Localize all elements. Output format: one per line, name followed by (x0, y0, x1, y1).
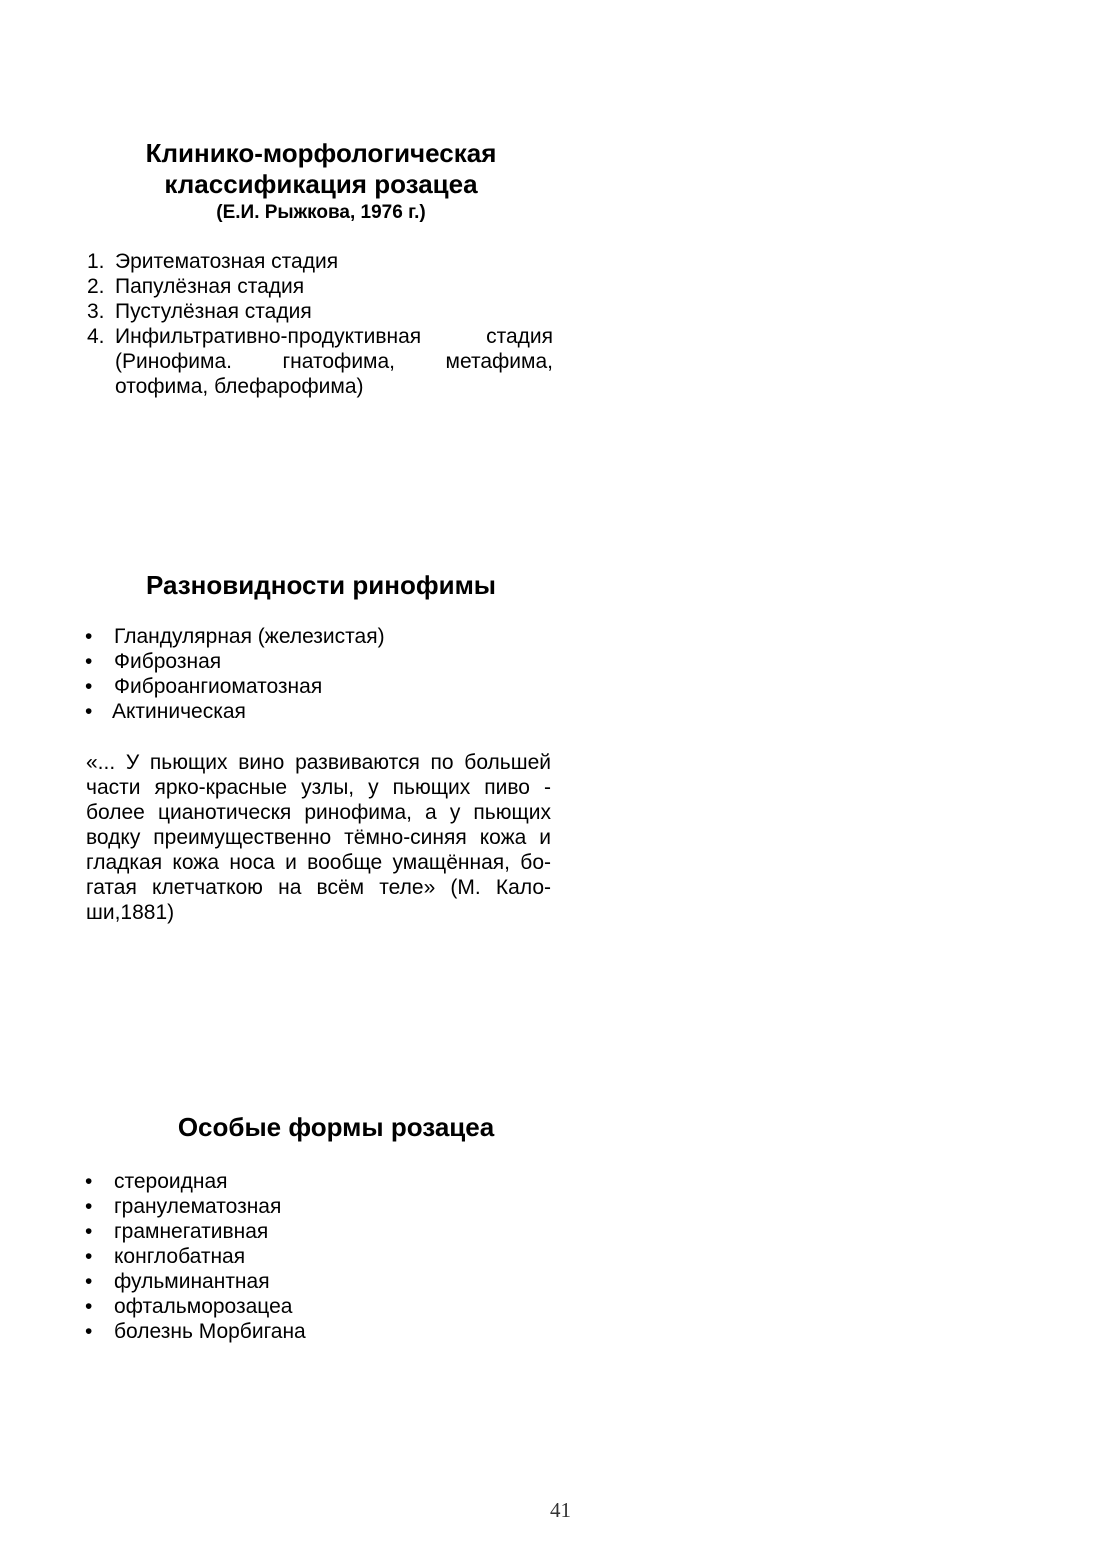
list-item (85, 649, 551, 674)
list-item (85, 1219, 551, 1244)
bullet: • (85, 625, 93, 648)
list-item (85, 1269, 551, 1294)
quote-line: водку преимущественно тёмно-синяя кожа и (86, 826, 551, 849)
list-item-text: офтальморозацеа (114, 1295, 293, 1318)
section-1-title-line-1: Клинико-морфологическая (145, 138, 497, 168)
list-item-text: стероидная (114, 1170, 228, 1193)
bullet: • (85, 1170, 93, 1193)
list-item-text: Актиническая (112, 700, 246, 723)
list-item (85, 1244, 551, 1269)
quote-line: «... У пьющих вино развиваются по большей (86, 751, 551, 774)
bullet: • (85, 1270, 93, 1293)
list-item-text: Гландулярная (железистая) (114, 625, 385, 648)
list-item (85, 699, 551, 724)
quote-line: более цианотическя ринофима, а у пьющих (86, 801, 551, 824)
bullet: • (85, 1220, 93, 1243)
quote-line: части ярко-красные узлы, у пьющих пиво - (86, 776, 551, 799)
list-item (87, 274, 553, 299)
list-item (85, 1294, 551, 1319)
list-item-text: Папулёзная стадия (115, 275, 305, 298)
list-number: 3. (87, 300, 105, 323)
list-item-text: Фиброзная (114, 650, 222, 673)
list-item (85, 1169, 551, 1194)
bullet: • (85, 675, 93, 698)
bullet: • (85, 1295, 93, 1318)
section-1-title-line-2: классификация розацеа (164, 169, 478, 199)
special-forms-list (85, 1169, 551, 1344)
section-2-title: Разновидности ринофимы (145, 570, 497, 600)
list-item-text: болезнь Морбигана (114, 1320, 306, 1343)
list-item-text: Инфильтративно-продуктивная стадия (Ринофима. гнатофима, метафима, отофима, блефарофима) (115, 325, 553, 398)
section-1-subtitle: (Е.И. Рыжкова, 1976 г.) (216, 202, 426, 223)
bullet: • (85, 650, 93, 673)
list-item-text: фульминантная (114, 1270, 270, 1293)
bullet: • (85, 1320, 93, 1343)
list-item (87, 299, 553, 324)
list-item (85, 674, 551, 699)
page-number: 41 (550, 1498, 571, 1522)
list-item (85, 1194, 551, 1219)
bullet: • (85, 1195, 93, 1218)
list-item-text: Эритематозная стадия (115, 250, 339, 273)
list-item (85, 624, 551, 649)
list-number: 2. (87, 275, 105, 298)
list-item-text: конглобатная (114, 1245, 246, 1268)
stage-list (87, 249, 553, 399)
list-item-text: грамнегативная (114, 1220, 269, 1243)
bullet: • (85, 700, 93, 723)
quote-line: гладкая кожа носа и вообще умащённая, бо- (86, 851, 551, 874)
list-number: 1. (87, 250, 105, 273)
quote-line: ши,1881) (86, 901, 175, 924)
quote-line: гатая клетчаткою на всём теле» (М. Кало- (86, 876, 551, 899)
quote-paragraph (86, 750, 551, 925)
section-3-title: Особые формы розацеа (177, 1112, 495, 1142)
rhinophyma-types-list (85, 624, 551, 724)
list-item (87, 324, 553, 399)
list-item (87, 249, 553, 274)
bullet: • (85, 1245, 93, 1268)
list-number: 4. (87, 325, 105, 348)
list-item-text: Пустулёзная стадия (115, 300, 312, 323)
list-item-text: Фиброангиоматозная (114, 675, 323, 698)
list-item-text: гранулематозная (114, 1195, 282, 1218)
list-item (85, 1319, 551, 1344)
